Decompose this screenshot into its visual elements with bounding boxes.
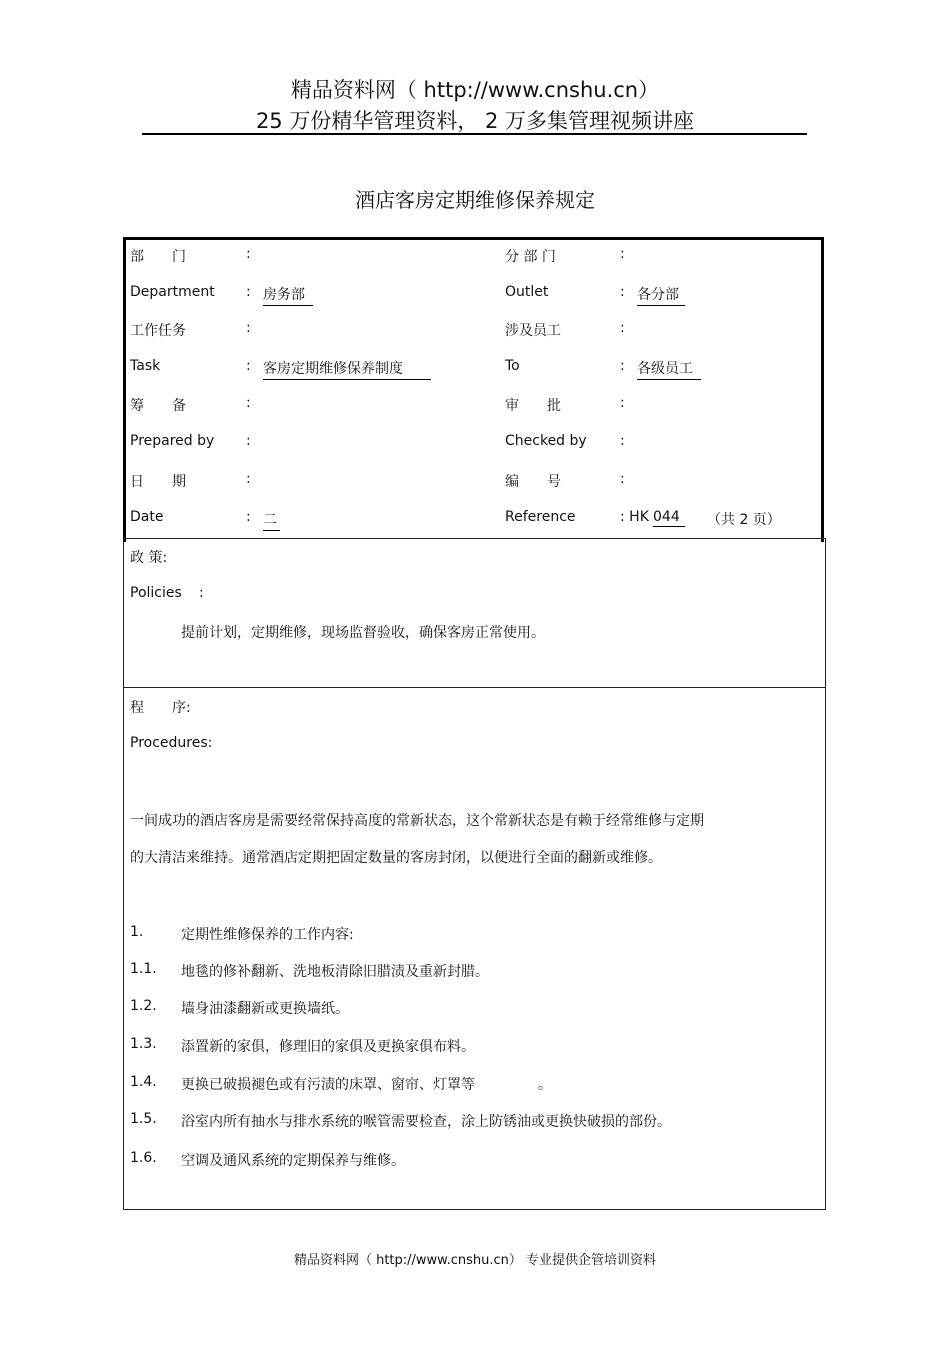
header-line-1: 精品资料网（ http://www.cnshu.cn） [290, 78, 660, 102]
outlet-label-en: Outlet [505, 284, 549, 300]
colon: : [620, 284, 625, 300]
dept-value: 房务部 [263, 284, 313, 306]
procedures-section [123, 687, 826, 1210]
reference-value: 044 [653, 509, 685, 527]
header-line-2: 25 万份精华管理资料， 2 万多集管理视频讲座 [255, 109, 695, 133]
list-item-text: 地毯的修补翻新、洗地板清除旧腊渍及重新封腊。 [181, 964, 489, 980]
trailing-period: 。 [538, 1077, 552, 1093]
list-item-number: 1.3. [130, 1036, 157, 1052]
prepared-label-cn: 筹 备 [130, 398, 186, 414]
colon: : [620, 320, 625, 336]
colon: : [620, 395, 625, 411]
list-item-number: 1. [130, 924, 144, 940]
task-label-en: Task [130, 358, 161, 374]
colon: : [246, 433, 251, 449]
dept-label-cn: 部 门 [130, 249, 186, 265]
to-value: 各级员工 [637, 358, 701, 380]
reference-label-cn: 编 号 [505, 474, 561, 490]
policies-text: 提前计划，定期维修，现场监督验收，确保客房正常使用。 [181, 625, 545, 641]
outlet-value: 各分部 [637, 284, 685, 306]
date-label-en: Date [130, 509, 164, 525]
reference-label-en: Reference [505, 509, 576, 525]
task-label-cn: 工作任务 [130, 323, 186, 339]
header-rule [142, 133, 807, 135]
colon: : [199, 585, 204, 601]
list-item-number: 1.5. [130, 1111, 157, 1127]
checked-label-cn: 审 批 [505, 398, 561, 414]
procedures-intro-line-2: 的大清洁来维持。通常酒店定期把固定数量的客房封闭，以便进行全面的翻新或维修。 [130, 850, 662, 866]
page-footer: 精品资料网（ http://www.cnshu.cn） 专业提供企管培训资料 [293, 1253, 657, 1268]
list-item-text: 浴室内所有抽水与排水系统的喉管需要检查，涂上防锈油或更换快破损的部份。 [181, 1114, 671, 1130]
colon: : [246, 471, 251, 487]
to-label-cn: 涉及员工 [505, 323, 561, 339]
colon: : [620, 433, 625, 449]
prepared-label-en: Prepared by [130, 433, 215, 449]
procedures-label-cn: 程 序: [130, 700, 191, 716]
list-item-number: 1.4. [130, 1074, 157, 1090]
colon: : [620, 246, 625, 262]
list-item-text: 定期性维修保养的工作内容: [181, 927, 354, 943]
dept-label-en: Department [130, 284, 215, 300]
colon: : [246, 246, 251, 262]
checked-label-en: Checked by [505, 433, 587, 449]
task-value: 客房定期维修保养制度 [263, 358, 431, 380]
page-count: （共 2 页） [707, 512, 781, 528]
colon: : [620, 471, 625, 487]
colon: : [246, 395, 251, 411]
list-item-text: 空调及通风系统的定期保养与维修。 [181, 1153, 405, 1169]
policies-label-cn: 政 策: [130, 550, 168, 566]
colon: : [246, 509, 251, 525]
procedures-label-en: Procedures: [130, 735, 213, 751]
procedures-intro-line-1: 一间成功的酒店客房是需要经常保持高度的常新状态，这个常新状态是有赖于经常维修与定期 [130, 813, 704, 829]
reference-prefix: : HK [620, 509, 649, 525]
list-item-number: 1.2. [130, 998, 157, 1014]
list-item-text: 更换已破损褪色或有污渍的床罩、窗帘、灯罩等 [181, 1077, 475, 1093]
to-label-en: To [505, 358, 520, 374]
colon: : [246, 320, 251, 336]
outlet-label-cn: 分 部 门 [505, 249, 556, 265]
list-item-text: 添置新的家俱，修理旧的家俱及更换家俱布料。 [181, 1039, 475, 1055]
date-label-cn: 日 期 [130, 474, 186, 490]
document-title: 酒店客房定期维修保养规定 [355, 188, 595, 212]
list-item-text: 墙身油漆翻新或更换墙纸。 [181, 1001, 349, 1017]
policies-label-en: Policies [130, 585, 182, 601]
list-item-number: 1.6. [130, 1150, 157, 1166]
policies-section [123, 538, 826, 688]
colon: : [246, 284, 251, 300]
meta-table [123, 237, 824, 542]
date-value: 二 [263, 509, 280, 531]
colon: : [246, 358, 251, 374]
list-item-number: 1.1. [130, 961, 157, 977]
colon: : [620, 358, 625, 374]
